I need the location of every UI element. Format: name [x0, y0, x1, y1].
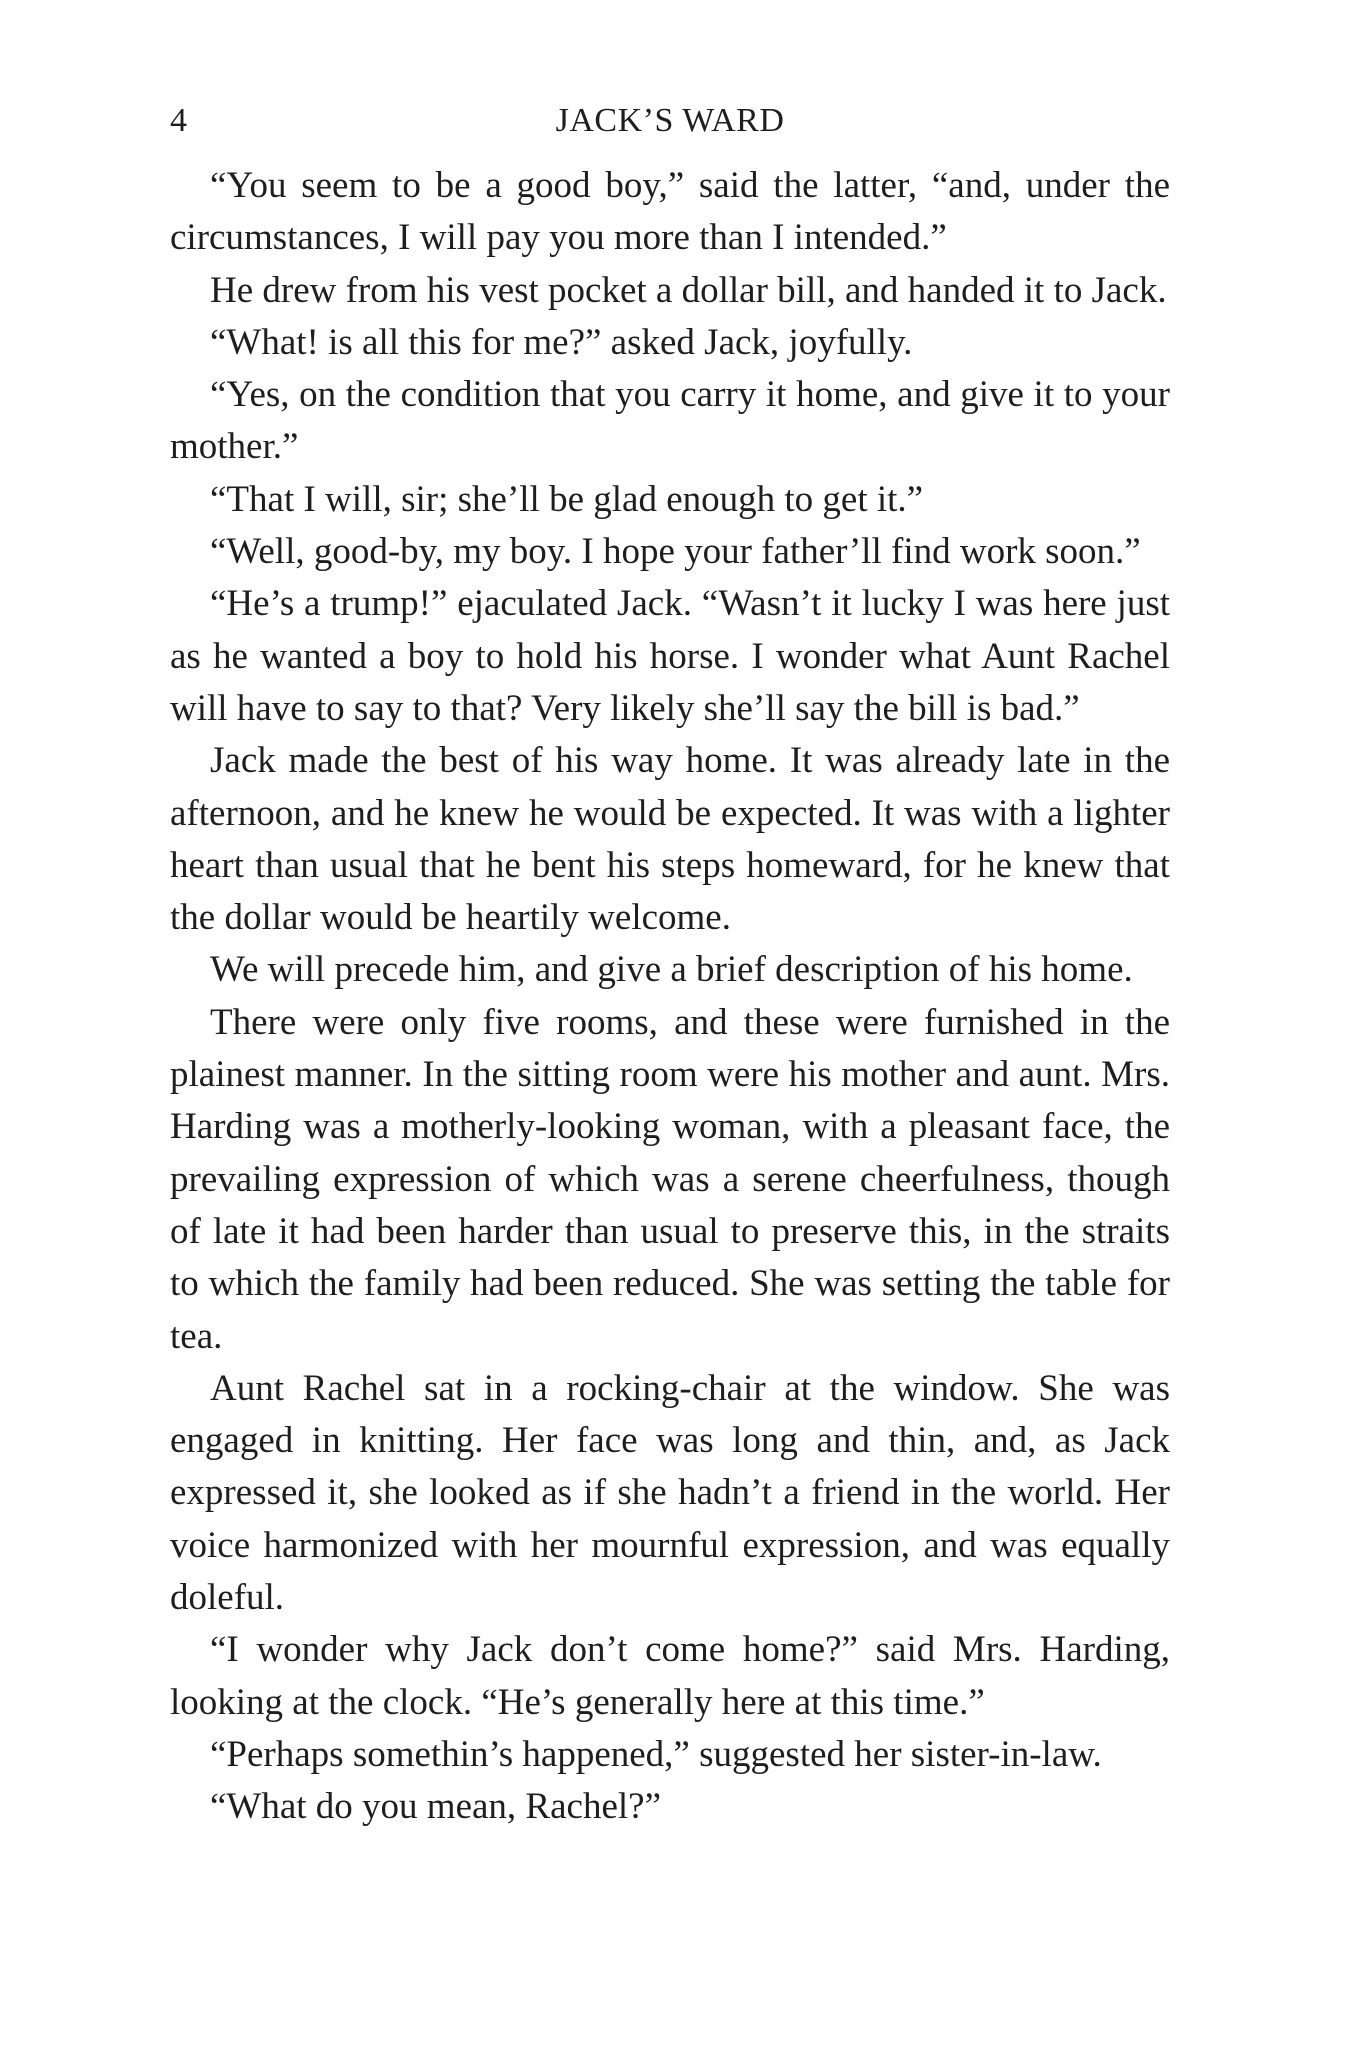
- book-title: JACK’S WARD: [555, 102, 785, 139]
- paragraph: There were only five rooms, and these were furnished in the plainest manner. In the sitting room were his mother and aunt. Mrs. Harding was a motherly-looking woman, with a pleasant face, the prevailing expression of which was a serene cheerfulness, though of late it had been harder than usual to preserve this, in the straits to which the family had been reduced. She was setting the table for tea.: [170, 1001, 1170, 1357]
- paragraph: He drew from his vest pocket a dollar bill, and handed it to Jack.: [210, 269, 1167, 311]
- paragraph: “He’s a trump!” ejaculated Jack. “Wasn’t it lucky I was here just as he wanted a boy to hold his horse. I wonder what Aunt Rachel will have to say to that? Very likely she’ll say the bill is bad.”: [170, 583, 1170, 729]
- paragraph: “Yes, on the condition that you carry it home, and give it to your mother.”: [170, 374, 1170, 468]
- page-number: 4: [170, 102, 187, 139]
- paragraph: “What! is all this for me?” asked Jack, joyfully.: [210, 321, 913, 363]
- paragraph: “Perhaps somethin’s happened,” suggested her sister-in-law.: [210, 1733, 1102, 1775]
- body-text: [170, 160, 1170, 1834]
- paragraph: Jack made the best of his way home. It was already late in the afternoon, and he knew he would be expected. It was with a lighter heart than usual that he bent his steps homeward, for he knew that the dollar would be heartily welcome.: [170, 740, 1170, 939]
- paragraph: “That I will, sir; she’ll be glad enough to get it.”: [210, 478, 924, 520]
- paragraph: “Well, good-by, my boy. I hope your father’ll find work soon.”: [210, 531, 1141, 573]
- paragraph: “You seem to be a good boy,” said the latter, “and, under the circumstances, I will pay you more than I intended.”: [170, 165, 1170, 259]
- paragraph: “What do you mean, Rachel?”: [210, 1786, 661, 1828]
- paragraph: We will precede him, and give a brief description of his home.: [210, 949, 1133, 991]
- paragraph: Aunt Rachel sat in a rocking-chair at the window. She was engaged in knitting. Her face was long and thin, and, as Jack expressed it, she looked as if she hadn’t a friend in the world. Her voice harmonized with her mournful expression, and was equally doleful.: [170, 1367, 1170, 1619]
- paragraph: “I wonder why Jack don’t come home?” said Mrs. Harding, looking at the clock. “He’s generally here at this time.”: [170, 1629, 1170, 1723]
- running-head: [170, 96, 1170, 146]
